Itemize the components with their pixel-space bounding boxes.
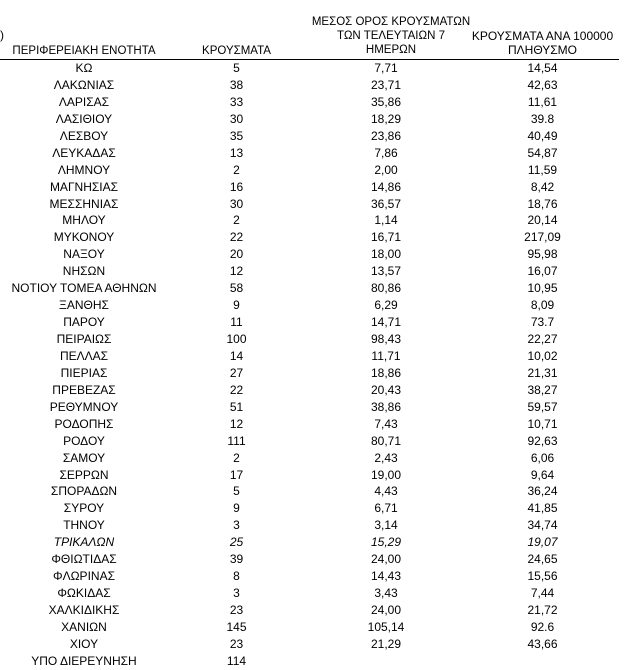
cell-seven-day-average: 35,86 bbox=[370, 94, 402, 109]
cell-cases-per-100k: 54,87 bbox=[527, 145, 558, 160]
table-row bbox=[0, 636, 619, 653]
cell-cases-per-100k: 19,07 bbox=[527, 535, 558, 550]
cell-region: ΝΟΤΙΟΥ ΤΟΜΕΑ ΑΘΗΝΩΝ bbox=[11, 281, 157, 296]
cell-cases-per-100k: 10,02 bbox=[527, 348, 558, 363]
cell-cases-per-100k: 21,31 bbox=[527, 365, 558, 380]
cell-region: ΛΑΣΙΘΙΟΥ bbox=[55, 111, 113, 126]
edge-mark: ) bbox=[0, 28, 4, 42]
header-region: ΠΕΡΙΦΕΡΕΙΑΚΗ ΕΝΟΤΗΤΑ bbox=[12, 45, 156, 57]
cell-cases: 30 bbox=[229, 111, 244, 126]
table-row bbox=[0, 297, 619, 314]
cell-seven-day-average: 20,43 bbox=[370, 382, 402, 397]
cell-seven-day-average: 1,14 bbox=[374, 213, 398, 228]
cell-region: ΧΑΝΙΩΝ bbox=[61, 619, 107, 634]
cell-cases: 11 bbox=[230, 315, 243, 330]
cell-seven-day-average: 24,00 bbox=[370, 603, 402, 617]
cell-seven-day-average: 14,86 bbox=[370, 179, 402, 194]
cell-cases-per-100k: 22,27 bbox=[527, 332, 558, 346]
table-row bbox=[0, 382, 619, 399]
cell-cases-per-100k: 6,06 bbox=[530, 450, 555, 465]
cell-seven-day-average: 18,29 bbox=[370, 111, 402, 126]
cell-cases-per-100k: 40,49 bbox=[527, 128, 558, 143]
header-seven-day-average-line-2: ΤΩΝ ΤΕΛΕΥΤΑΙΩΝ 7 bbox=[337, 30, 445, 42]
cell-seven-day-average: 18,00 bbox=[370, 247, 402, 262]
cell-region: ΦΘΙΩΤΙΔΑΣ bbox=[51, 552, 117, 567]
cell-cases: 111 bbox=[227, 433, 246, 448]
header-cases-per-100k bbox=[467, 29, 618, 57]
cell-seven-day-average: 2,00 bbox=[374, 162, 398, 177]
cell-cases: 25 bbox=[229, 535, 244, 550]
cell-cases-per-100k: 8,42 bbox=[530, 179, 555, 194]
table-row bbox=[0, 568, 619, 585]
cell-cases: 3 bbox=[233, 518, 240, 533]
cell-region: ΣΑΜΟΥ bbox=[62, 450, 106, 465]
cell-cases: 3 bbox=[233, 586, 240, 601]
cell-cases: 5 bbox=[233, 61, 240, 75]
header-cases: ΚΡΟΥΣΜΑΤΑ bbox=[202, 45, 271, 57]
table-row bbox=[0, 483, 619, 500]
cell-cases: 100 bbox=[226, 332, 247, 346]
cell-seven-day-average: 3,14 bbox=[374, 518, 398, 533]
cell-cases: 35 bbox=[229, 128, 244, 143]
cell-cases-per-100k: 42,63 bbox=[527, 77, 558, 92]
cell-cases: 17 bbox=[229, 467, 244, 482]
table-row bbox=[0, 263, 619, 280]
cell-cases-per-100k: 9,64 bbox=[530, 467, 555, 482]
cell-seven-day-average: 16,71 bbox=[370, 230, 402, 245]
table-row bbox=[0, 145, 619, 162]
cell-region: ΛΑΡΙΣΑΣ bbox=[58, 94, 110, 109]
table-row bbox=[0, 179, 619, 196]
cell-seven-day-average: 13,57 bbox=[370, 264, 402, 279]
cell-region: ΞΑΝΘΗΣ bbox=[59, 298, 109, 313]
cell-cases: 2 bbox=[233, 213, 240, 228]
cell-cases: 12 bbox=[229, 416, 244, 431]
cell-seven-day-average: 14,71 bbox=[370, 315, 402, 330]
table-row bbox=[0, 500, 619, 517]
table-row bbox=[0, 585, 619, 602]
table-row bbox=[0, 212, 619, 229]
header-cases-per-100k-line-2: ΠΛΗΘΥΣΜΟ bbox=[507, 43, 578, 57]
cell-cases-per-100k: 21,72 bbox=[527, 603, 558, 617]
cell-cases: 9 bbox=[233, 298, 240, 313]
table-row bbox=[0, 551, 619, 568]
table-row bbox=[0, 399, 619, 416]
table-row bbox=[0, 280, 619, 297]
cell-region: ΡΟΔΟΥ bbox=[63, 433, 105, 448]
cell-seven-day-average: 23,71 bbox=[370, 77, 402, 92]
cell-cases: 8 bbox=[233, 569, 240, 584]
header-seven-day-average bbox=[305, 15, 477, 57]
cell-seven-day-average: 7,86 bbox=[374, 145, 398, 160]
cell-region: ΜΕΣΣΗΝΙΑΣ bbox=[49, 196, 119, 211]
cell-cases-per-100k: 10,71 bbox=[527, 416, 558, 431]
header-seven-day-average-line-1: ΜΕΣΟΣ ΟΡΟΣ ΚΡΟΥΣΜΑΤΩΝ bbox=[311, 16, 471, 28]
cell-cases: 20 bbox=[229, 247, 244, 262]
cell-region: ΣΠΟΡΑΔΩΝ bbox=[50, 484, 118, 499]
table-body bbox=[0, 60, 619, 670]
table-row bbox=[0, 602, 619, 619]
cell-seven-day-average: 15,29 bbox=[370, 535, 402, 550]
cell-region: ΛΗΜΝΟΥ bbox=[57, 162, 111, 177]
cell-cases-per-100k: 7,44 bbox=[530, 586, 555, 601]
cell-cases: 22 bbox=[229, 382, 244, 397]
cell-seven-day-average: 80,86 bbox=[370, 281, 402, 296]
cell-cases-per-100k: 10,95 bbox=[527, 281, 558, 296]
cell-seven-day-average: 38,86 bbox=[370, 399, 402, 414]
cell-seven-day-average: 14,43 bbox=[370, 569, 402, 584]
cell-cases: 13 bbox=[229, 145, 244, 160]
cell-cases-per-100k: 36,24 bbox=[527, 484, 558, 499]
cell-cases-per-100k: 95,98 bbox=[527, 247, 558, 262]
cell-cases: 51 bbox=[229, 399, 244, 414]
cell-region: ΛΕΥΚΑΔΑΣ bbox=[52, 145, 116, 160]
cell-cases: 39 bbox=[229, 552, 244, 567]
cell-seven-day-average: 4,43 bbox=[374, 484, 398, 499]
table-row bbox=[0, 60, 619, 77]
cell-region: ΦΛΩΡΙΝΑΣ bbox=[53, 569, 115, 584]
cell-region: ΦΩΚΙΔΑΣ bbox=[57, 586, 111, 601]
cell-cases-per-100k: 92.6 bbox=[530, 619, 555, 634]
cell-region: ΜΗΛΟΥ bbox=[62, 213, 106, 228]
cell-region: ΠΕΙΡΑΙΩΣ bbox=[56, 332, 112, 346]
cell-seven-day-average: 3,43 bbox=[374, 586, 398, 601]
cell-cases-per-100k: 24,65 bbox=[527, 552, 558, 567]
cell-cases: 2 bbox=[233, 450, 240, 465]
cell-cases: 9 bbox=[233, 501, 240, 516]
cell-region: ΥΠΟ ΔΙΕΡΕΥΝΗΣΗ bbox=[31, 653, 137, 668]
cell-cases: 145 bbox=[226, 619, 247, 634]
cell-cases-per-100k: 38,27 bbox=[527, 382, 558, 397]
cell-cases-per-100k: 14,54 bbox=[527, 61, 558, 75]
cell-region: ΣΕΡΡΩΝ bbox=[59, 467, 109, 482]
cell-cases-per-100k: 11,59 bbox=[527, 162, 558, 177]
cell-cases-per-100k: 73.7 bbox=[530, 315, 555, 330]
cell-seven-day-average: 6,71 bbox=[374, 501, 398, 516]
cell-seven-day-average: 24,00 bbox=[370, 552, 402, 567]
cell-region: ΤΡΙΚΑΛΩΝ bbox=[53, 535, 115, 550]
cell-cases-per-100k: 217,09 bbox=[524, 230, 561, 245]
cell-seven-day-average: 80,71 bbox=[370, 433, 402, 448]
cell-region: ΧΙΟΥ bbox=[69, 636, 99, 651]
cell-cases-per-100k: 11,61 bbox=[527, 94, 558, 109]
cell-cases: 2 bbox=[233, 162, 240, 177]
cell-seven-day-average: 23,86 bbox=[370, 128, 402, 143]
cell-region: ΡΟΔΟΠΗΣ bbox=[54, 416, 114, 431]
cell-region: ΛΑΚΩΝΙΑΣ bbox=[53, 77, 115, 92]
table-row bbox=[0, 229, 619, 246]
cell-cases-per-100k: 92,63 bbox=[527, 433, 558, 448]
cell-seven-day-average: 105,14 bbox=[367, 619, 405, 634]
table-row bbox=[0, 314, 619, 331]
cell-cases: 23 bbox=[229, 603, 244, 617]
table-row bbox=[0, 111, 619, 128]
cell-seven-day-average: 2,43 bbox=[374, 450, 398, 465]
cell-region: ΜΥΚΟΝΟΥ bbox=[53, 230, 115, 245]
cell-region: ΧΑΛΚΙΔΙΚΗΣ bbox=[48, 603, 120, 617]
cell-region: ΜΑΓΝΗΣΙΑΣ bbox=[49, 179, 119, 194]
cell-seven-day-average: 11,71 bbox=[371, 348, 401, 363]
table-row bbox=[0, 534, 619, 551]
table-row bbox=[0, 653, 619, 670]
cell-region: ΠΙΕΡΙΑΣ bbox=[60, 365, 108, 380]
table-row bbox=[0, 196, 619, 213]
cell-region: ΠΑΡΟΥ bbox=[63, 315, 105, 330]
cell-cases: 114 bbox=[226, 653, 247, 668]
cell-cases: 58 bbox=[229, 281, 244, 296]
cell-cases-per-100k: 18,76 bbox=[527, 196, 558, 211]
cell-cases: 16 bbox=[229, 179, 244, 194]
cell-cases: 30 bbox=[229, 196, 244, 211]
cell-cases: 23 bbox=[229, 636, 244, 651]
cell-region: ΠΡΕΒΕΖΑΣ bbox=[52, 382, 116, 397]
cell-region: ΝΗΣΩΝ bbox=[62, 264, 106, 279]
table-row bbox=[0, 162, 619, 179]
table-row bbox=[0, 331, 619, 348]
table-row bbox=[0, 348, 619, 365]
table-row bbox=[0, 365, 619, 382]
cell-cases-per-100k: 8,09 bbox=[530, 298, 555, 313]
table-row bbox=[0, 619, 619, 636]
cell-cases-per-100k: 41,85 bbox=[527, 501, 558, 516]
cell-seven-day-average: 7,43 bbox=[374, 416, 398, 431]
cell-cases-per-100k: 59,57 bbox=[527, 399, 558, 414]
table-row bbox=[0, 450, 619, 467]
cell-cases: 22 bbox=[229, 230, 244, 245]
cell-cases: 38 bbox=[229, 77, 244, 92]
cell-seven-day-average: 98,43 bbox=[370, 332, 402, 346]
cell-cases: 33 bbox=[229, 94, 244, 109]
cell-region: ΤΗΝΟΥ bbox=[63, 518, 105, 533]
cell-seven-day-average: 21,29 bbox=[370, 636, 402, 651]
cell-cases-per-100k: 34,74 bbox=[527, 518, 558, 533]
cell-cases-per-100k: 39.8 bbox=[530, 111, 555, 126]
table-row bbox=[0, 77, 619, 94]
header-cases-per-100k-line-1: ΚΡΟΥΣΜΑΤΑ ΑΝΑ 100000 bbox=[471, 29, 614, 43]
table-row bbox=[0, 94, 619, 111]
cell-seven-day-average: 7,71 bbox=[374, 61, 398, 75]
cell-seven-day-average: 18,86 bbox=[370, 365, 402, 380]
cell-seven-day-average: 19,00 bbox=[370, 467, 402, 482]
table-row bbox=[0, 128, 619, 145]
cell-cases: 27 bbox=[229, 365, 244, 380]
cell-cases-per-100k: 20,14 bbox=[527, 213, 558, 228]
cell-seven-day-average: 6,29 bbox=[374, 298, 398, 313]
table-row bbox=[0, 467, 619, 484]
table-row bbox=[0, 433, 619, 450]
cell-region: ΣΥΡΟΥ bbox=[63, 501, 105, 516]
cell-region: ΡΕΘΥΜΝΟΥ bbox=[49, 399, 119, 414]
cell-cases-per-100k: 16,07 bbox=[527, 264, 558, 279]
header-seven-day-average-line-3: ΗΜΕΡΩΝ bbox=[365, 44, 417, 56]
cell-cases: 14 bbox=[229, 348, 244, 363]
cell-region: ΛΕΣΒΟΥ bbox=[59, 128, 109, 143]
cell-region: ΚΩ bbox=[75, 61, 93, 75]
table-row bbox=[0, 416, 619, 433]
cell-region: ΠΕΛΛΑΣ bbox=[59, 348, 109, 363]
cell-cases: 12 bbox=[229, 264, 244, 279]
cell-region: ΝΑΞΟΥ bbox=[63, 247, 105, 262]
cell-cases-per-100k: 15,56 bbox=[527, 569, 558, 584]
cell-cases: 5 bbox=[233, 484, 240, 499]
table-row bbox=[0, 517, 619, 534]
cell-seven-day-average: 36,57 bbox=[370, 196, 402, 211]
table-row bbox=[0, 246, 619, 263]
cell-cases-per-100k: 43,66 bbox=[527, 636, 558, 651]
